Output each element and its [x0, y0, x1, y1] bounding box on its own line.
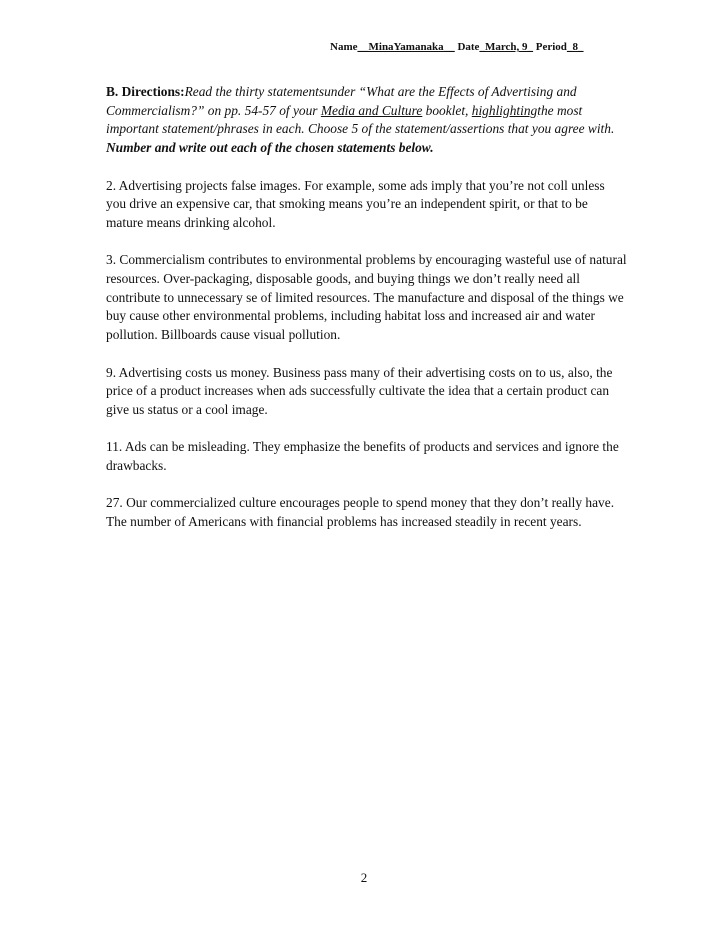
- name-label: Name: [330, 41, 358, 53]
- directions-text-3: the most important statement/phrases in each. Choose 5 of the statement/assertions that you agree with.: [106, 102, 615, 137]
- period-label: Period: [535, 41, 567, 53]
- statement-2: 2. Advertising projects false images. For example, some ads imply that you’re not coll unless you drive an expensive car, that smoking means you’re an independent spirit, or that to be mature means drinking alcohol.: [106, 177, 605, 230]
- document-body: [106, 83, 628, 550]
- statement-9: 9. Advertising costs us money. Business pass many of their advertising costs on to us, also, the price of a product increases when ads successfully cultivate the idea that a certain product can give us status or a cool image.: [106, 364, 613, 417]
- booklet-title: Media and Culture: [320, 102, 423, 118]
- name-value: __MinaYamanaka__: [357, 41, 455, 53]
- statement-11: 11. Ads can be misleading. They emphasize the benefits of products and services and ignore the drawbacks.: [106, 439, 619, 473]
- directions-paragraph: [106, 83, 628, 158]
- date-value: _March, 9_: [479, 41, 534, 53]
- statement-3: 3. Commercialism contributes to environmental problems by encouraging wasteful use of natural resources. Over-packaging, disposable goods, and buying things we don’t really need all contribute to unnecessary se of limited resources. The manufacture and disposal of the things we buy cause other environmental problems, including habitat loss and increased air and water pollution. Billboards cause visual pollution.: [106, 252, 627, 343]
- student-info-header: [330, 41, 583, 53]
- date-label: Date: [457, 41, 480, 53]
- directions-emphasis: Number and write out each of the chosen statements below.: [106, 140, 434, 156]
- directions-text-1: Read the thirty statementsunder “What are the Effects of Advertising and Commercialism?” on pp. 54-57 of your: [106, 84, 577, 118]
- directions-text-2: booklet,: [422, 102, 472, 118]
- page-number-text: 2: [360, 870, 368, 885]
- period-value: _8_: [566, 41, 584, 53]
- page-number: [0, 870, 728, 886]
- statement-27: 27. Our commercialized culture encourages people to spend money that they don’t really have. The number of Americans with financial problems has increased steadily in recent years.: [106, 495, 615, 530]
- directions-lead: B. Directions:: [106, 84, 185, 99]
- highlighting-word: highlighting: [471, 102, 538, 118]
